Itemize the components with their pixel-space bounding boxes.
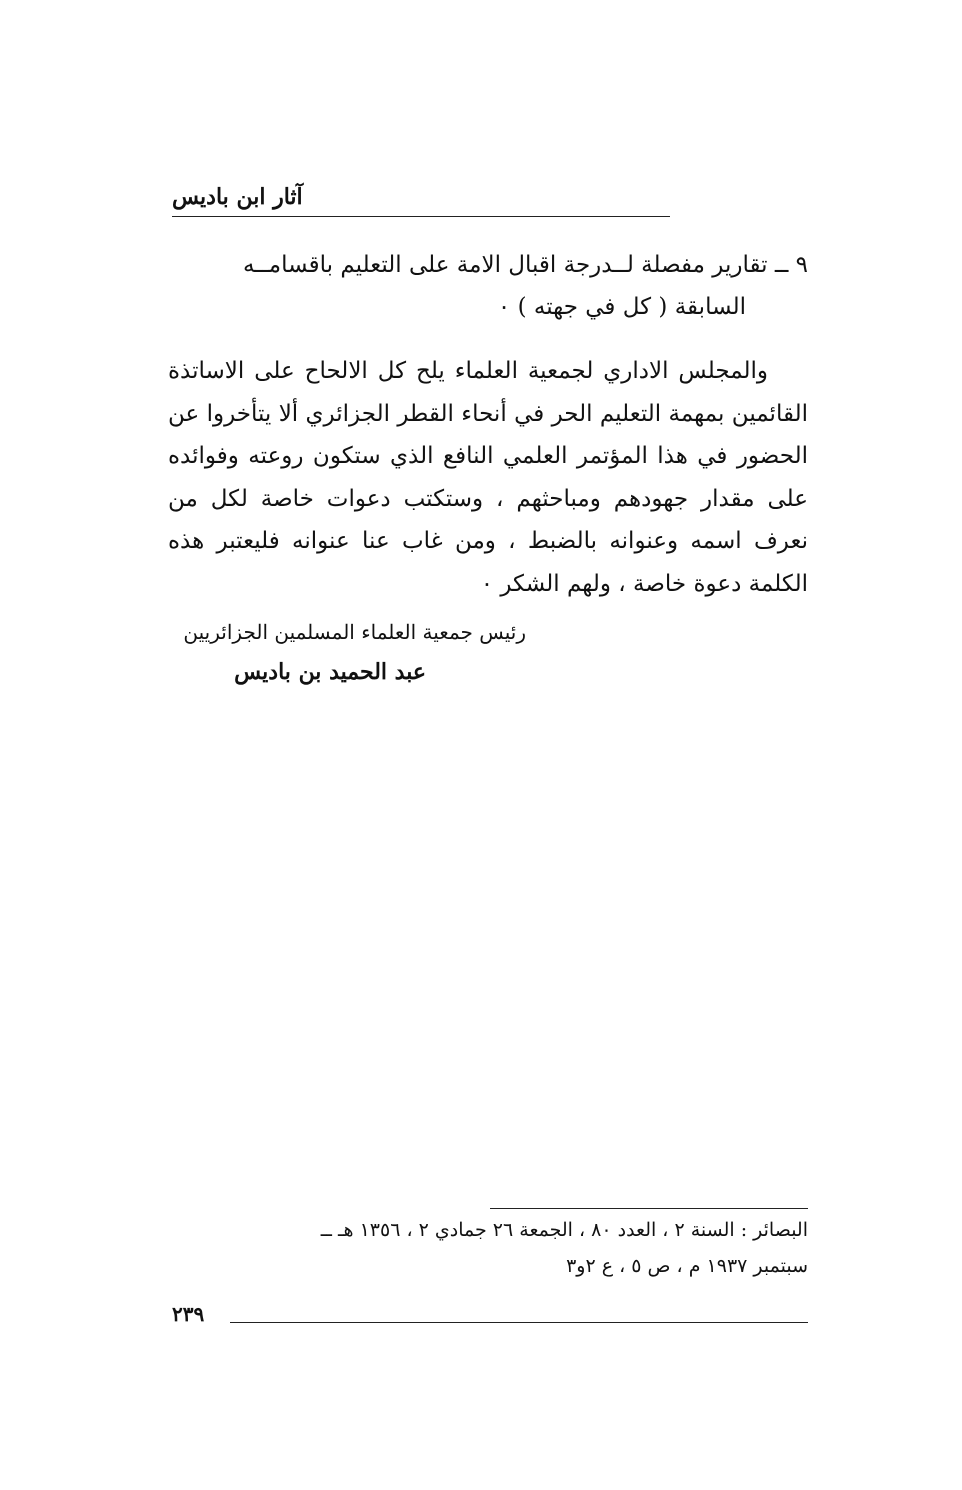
list-item-9-line1: ٩ ــ تقارير مفصلة لــدرجة اقبال الامة على التعليم باقسامــه: [243, 252, 808, 278]
footnote-rule: [490, 1208, 808, 1209]
list-item-9-line2: السابقة ( كل في جهته ) ٠: [497, 294, 746, 320]
body-paragraph: والمجلس الاداري لجمعية العلماء يلح كل الالحاح على الاساتذة القائمين بمهمة التعليم الحر في أنحاء القطر الجزائري ألا يتأخروا عن الحضور في هذا المؤتمر العلمي النافع الذي ستكون روعته وفوائده على مقدار جهودهم ومباحثهم ، وستكتب دعوات خاصة لكل من نعرف اسمه وعنوانه بالضبط ، ومن غاب عنا عنوانه فليعتبر هذه الكلمة دعوة خاصة ، ولهم الشكر ٠: [168, 358, 808, 597]
footer-rule: [230, 1322, 808, 1323]
list-item-9: [168, 244, 808, 328]
running-header: [172, 184, 808, 220]
header-rule: [172, 216, 670, 217]
signature-block: [168, 612, 808, 692]
signature-name: عبد الحميد بن باديس: [234, 659, 426, 685]
footnote-line2: سبتمبر ١٩٣٧ م ، ص ٥ ، ع ٢و٣: [566, 1255, 808, 1277]
footnote-line1: البصائر : السنة ٢ ، العدد ٨٠ ، الجمعة ٢٦ جمادي ٢ ، ١٣٥٦ هـ ــ: [320, 1219, 808, 1241]
running-title: آثار ابن باديس: [172, 184, 303, 210]
page-footer: [172, 1302, 808, 1332]
page-number: ٢٣٩: [172, 1302, 205, 1326]
footnote: [168, 1212, 808, 1284]
signature-role: رئيس جمعية العلماء المسلمين الجزائريين: [183, 620, 526, 644]
